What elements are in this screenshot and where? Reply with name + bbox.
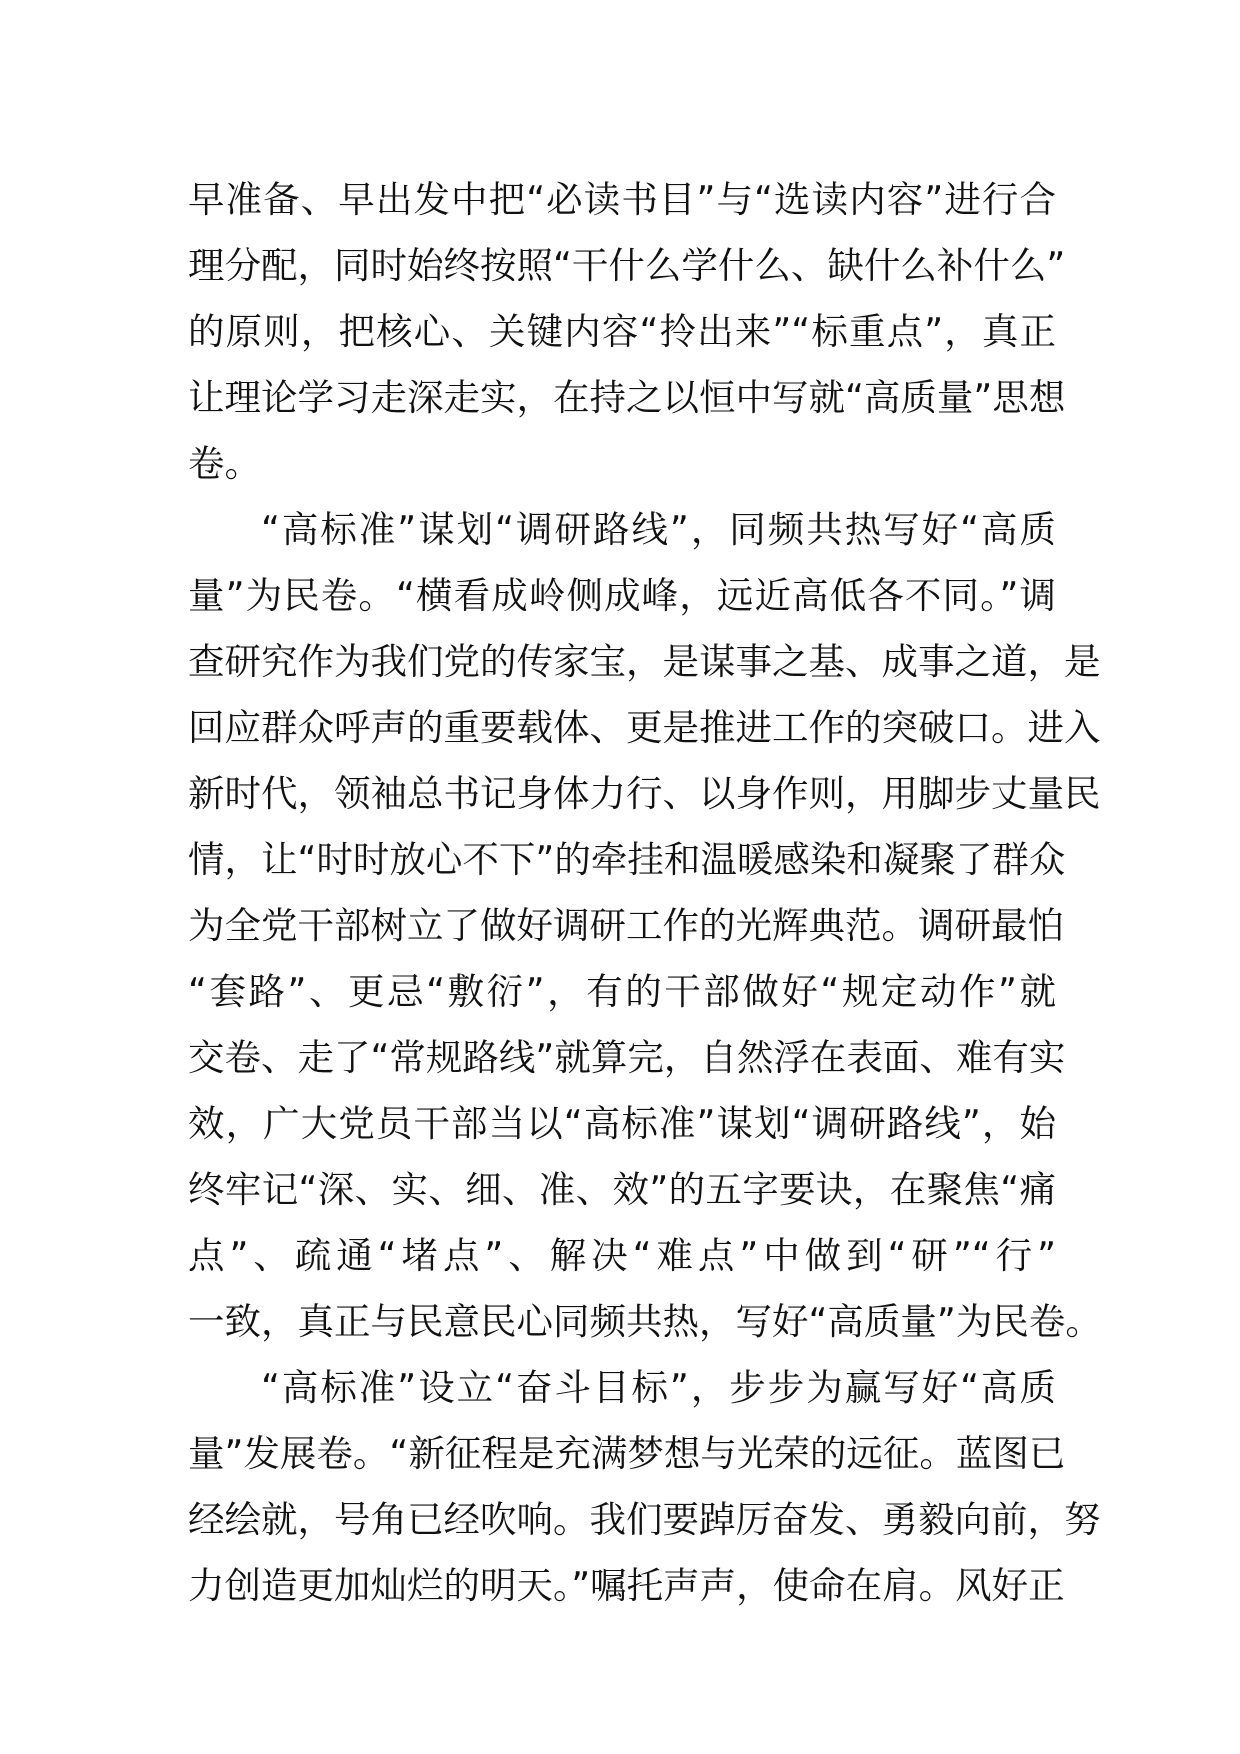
text-line: 效，广大党员干部当以“高标准”谋划“调研路线”，始 xyxy=(188,1102,1056,1145)
text-line: 卷。 xyxy=(188,442,261,485)
text-line: 的原则，把核心、关键内容“拎出来”“标重点”，真正 xyxy=(188,310,1056,353)
paragraph-heading-line: “高标准”谋划“调研路线”，同频共热写好“高质 xyxy=(261,508,1056,551)
text-line: 为全党干部树立了做好调研工作的光辉典范。调研最怕 xyxy=(188,904,1064,947)
text-line: 经绘就，号角已经吹响。我们要踔厉奋发、勇毅向前，努 xyxy=(188,1498,1101,1541)
text-line: 回应群众呼声的重要载体、更是推进工作的突破口。进入 xyxy=(188,706,1101,749)
text-line: 查研究作为我们党的传家宝，是谋事之基、成事之道，是 xyxy=(188,640,1101,683)
text-line: 早准备、早出发中把“必读书目”与“选读内容”进行合 xyxy=(188,178,1056,221)
text-line: 量”为民卷。“横看成岭侧成峰，远近高低各不同。”调 xyxy=(188,574,1056,617)
text-line: 点”、疏通“堵点”、解决“难点”中做到“研”“行” xyxy=(188,1234,1056,1277)
text-line: 理分配，同时始终按照“干什么学什么、缺什么补什么” xyxy=(188,244,1066,287)
text-line: 新时代，领袖总书记身体力行、以身作则，用脚步丈量民 xyxy=(188,772,1101,815)
text-line: 一致，真正与民意民心同频共热，写好“高质量”为民卷。 xyxy=(188,1300,1102,1343)
text-line: “套路”、更忌“敷衍”，有的干部做好“规定动作”就 xyxy=(188,970,1056,1013)
text-line: 交卷、走了“常规路线”就算完，自然浮在表面、难有实 xyxy=(188,1036,1066,1079)
text-line: 情，让“时时放心不下”的牵挂和温暖感染和凝聚了群众 xyxy=(188,838,1066,881)
text-line: 量”发展卷。“新征程是充满梦想与光荣的远征。蓝图已 xyxy=(188,1432,1066,1475)
text-line: 终牢记“深、实、细、准、效”的五字要诀，在聚焦“痛 xyxy=(188,1168,1056,1211)
document-body xyxy=(188,167,1102,1619)
text-line: 力创造更加灿烂的明天。”嘱托声声，使命在肩。风好正 xyxy=(188,1564,1065,1607)
text-line: 让理论学习走深走实，在持之以恒中写就“高质量”思想 xyxy=(188,376,1066,419)
paragraph-heading-line: “高标准”设立“奋斗目标”，步步为赢写好“高质 xyxy=(261,1366,1056,1409)
